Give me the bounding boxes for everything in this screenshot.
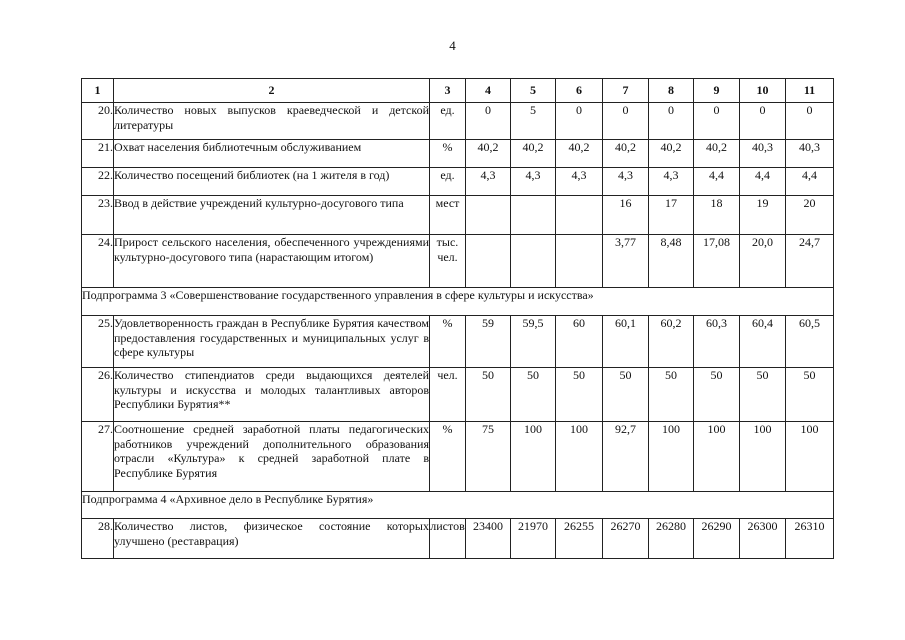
indicators-table (81, 78, 834, 559)
value-cell: 0 (556, 103, 603, 140)
unit-cell: ед. (430, 168, 466, 196)
table-row (82, 196, 834, 235)
header-cell: 8 (649, 79, 694, 103)
header-cell: 11 (786, 79, 834, 103)
value-cell: 40,2 (649, 140, 694, 168)
indicator-name-cell: Количество новых выпусков краеведческой и детской литературы (114, 103, 430, 140)
indicator-name-cell: Ввод в действие учреждений культурно-досугового типа (114, 196, 430, 235)
value-cell (466, 235, 511, 288)
value-cell: 20,0 (740, 235, 786, 288)
header-cell: 10 (740, 79, 786, 103)
table-row (82, 316, 834, 368)
value-cell: 40,2 (694, 140, 740, 168)
value-cell: 0 (603, 103, 649, 140)
indicator-name-cell: Количество листов, физическое состояние которых улучшено (реставрация) (114, 519, 430, 559)
value-cell: 60,2 (649, 316, 694, 368)
header-cell: 9 (694, 79, 740, 103)
value-cell: 4,4 (740, 168, 786, 196)
value-cell: 5 (511, 103, 556, 140)
value-cell: 3,77 (603, 235, 649, 288)
unit-cell: чел. (430, 368, 466, 422)
value-cell: 50 (556, 368, 603, 422)
value-cell: 75 (466, 422, 511, 492)
row-number-cell: 25. (82, 316, 114, 368)
value-cell: 18 (694, 196, 740, 235)
value-cell: 19 (740, 196, 786, 235)
row-number-cell: 23. (82, 196, 114, 235)
value-cell: 50 (649, 368, 694, 422)
value-cell: 4,3 (511, 168, 556, 196)
header-cell: 7 (603, 79, 649, 103)
value-cell: 40,2 (511, 140, 556, 168)
value-cell: 4,3 (556, 168, 603, 196)
value-cell: 59,5 (511, 316, 556, 368)
value-cell: 0 (649, 103, 694, 140)
value-cell: 60,4 (740, 316, 786, 368)
value-cell: 26280 (649, 519, 694, 559)
value-cell: 4,3 (603, 168, 649, 196)
header-cell: 3 (430, 79, 466, 103)
value-cell (556, 196, 603, 235)
value-cell: 50 (740, 368, 786, 422)
value-cell: 60 (556, 316, 603, 368)
subprogram-title: Подпрограмма 4 «Архивное дело в Республике Бурятия» (82, 492, 834, 519)
indicator-name-cell: Количество посещений библиотек (на 1 жителя в год) (114, 168, 430, 196)
indicator-name-cell: Количество стипендиатов среди выдающихся деятелей культуры и искусства и молодых талантливых авторов Республики Бурятия** (114, 368, 430, 422)
indicator-name-cell: Охват населения библиотечным обслуживанием (114, 140, 430, 168)
value-cell: 60,1 (603, 316, 649, 368)
value-cell: 17,08 (694, 235, 740, 288)
header-cell: 5 (511, 79, 556, 103)
value-cell: 20 (786, 196, 834, 235)
value-cell: 40,2 (466, 140, 511, 168)
row-number-cell: 22. (82, 168, 114, 196)
header-cell: 6 (556, 79, 603, 103)
value-cell: 4,3 (466, 168, 511, 196)
value-cell: 50 (786, 368, 834, 422)
table-row (82, 368, 834, 422)
indicator-name-cell: Прирост сельского населения, обеспеченного учреждениями культурно-досугового типа (нарастающим итогом) (114, 235, 430, 288)
value-cell (511, 196, 556, 235)
header-cell: 1 (82, 79, 114, 103)
value-cell: 21970 (511, 519, 556, 559)
unit-cell: листов (430, 519, 466, 559)
indicator-name-cell: Удовлетворенность граждан в Республике Бурятия качеством предоставления государственных и муниципальных услуг в сфере культуры (114, 316, 430, 368)
value-cell: 8,48 (649, 235, 694, 288)
subprogram-row (82, 288, 834, 316)
value-cell: 0 (740, 103, 786, 140)
header-cell: 2 (114, 79, 430, 103)
header-cell: 4 (466, 79, 511, 103)
unit-cell: % (430, 422, 466, 492)
value-cell (511, 235, 556, 288)
table-row (82, 168, 834, 196)
value-cell: 0 (786, 103, 834, 140)
table-row (82, 103, 834, 140)
value-cell: 24,7 (786, 235, 834, 288)
value-cell: 0 (694, 103, 740, 140)
value-cell: 100 (511, 422, 556, 492)
header-row (82, 79, 834, 103)
unit-cell: % (430, 140, 466, 168)
value-cell: 26270 (603, 519, 649, 559)
value-cell: 100 (740, 422, 786, 492)
unit-cell: ед. (430, 103, 466, 140)
row-number-cell: 28. (82, 519, 114, 559)
value-cell: 100 (649, 422, 694, 492)
value-cell: 100 (694, 422, 740, 492)
table-row (82, 519, 834, 559)
value-cell: 100 (786, 422, 834, 492)
value-cell: 4,3 (649, 168, 694, 196)
subprogram-title: Подпрограмма 3 «Совершенствование государственного управления в сфере культуры и искусства» (82, 288, 834, 316)
value-cell: 59 (466, 316, 511, 368)
value-cell: 50 (603, 368, 649, 422)
row-number-cell: 20. (82, 103, 114, 140)
indicator-name-cell: Соотношение средней заработной платы педагогических работников учреждений дополнительного образования отрасли «Культура» к средней заработной плате в Республике Бурятия (114, 422, 430, 492)
value-cell (466, 196, 511, 235)
value-cell: 50 (466, 368, 511, 422)
value-cell: 100 (556, 422, 603, 492)
page-number: 4 (449, 38, 456, 53)
value-cell: 4,4 (786, 168, 834, 196)
row-number-cell: 27. (82, 422, 114, 492)
table-row (82, 235, 834, 288)
unit-cell: тыс. чел. (430, 235, 466, 288)
row-number-cell: 26. (82, 368, 114, 422)
value-cell: 50 (694, 368, 740, 422)
value-cell: 26290 (694, 519, 740, 559)
value-cell (556, 235, 603, 288)
value-cell: 16 (603, 196, 649, 235)
table-row (82, 140, 834, 168)
value-cell: 26255 (556, 519, 603, 559)
value-cell: 17 (649, 196, 694, 235)
value-cell: 26300 (740, 519, 786, 559)
value-cell: 60,3 (694, 316, 740, 368)
value-cell: 26310 (786, 519, 834, 559)
table-row (82, 422, 834, 492)
value-cell: 40,3 (786, 140, 834, 168)
unit-cell: мест (430, 196, 466, 235)
value-cell: 0 (466, 103, 511, 140)
value-cell: 50 (511, 368, 556, 422)
value-cell: 40,2 (556, 140, 603, 168)
row-number-cell: 24. (82, 235, 114, 288)
value-cell: 40,2 (603, 140, 649, 168)
unit-cell: % (430, 316, 466, 368)
value-cell: 60,5 (786, 316, 834, 368)
subprogram-row (82, 492, 834, 519)
row-number-cell: 21. (82, 140, 114, 168)
value-cell: 4,4 (694, 168, 740, 196)
value-cell: 92,7 (603, 422, 649, 492)
value-cell: 40,3 (740, 140, 786, 168)
value-cell: 23400 (466, 519, 511, 559)
